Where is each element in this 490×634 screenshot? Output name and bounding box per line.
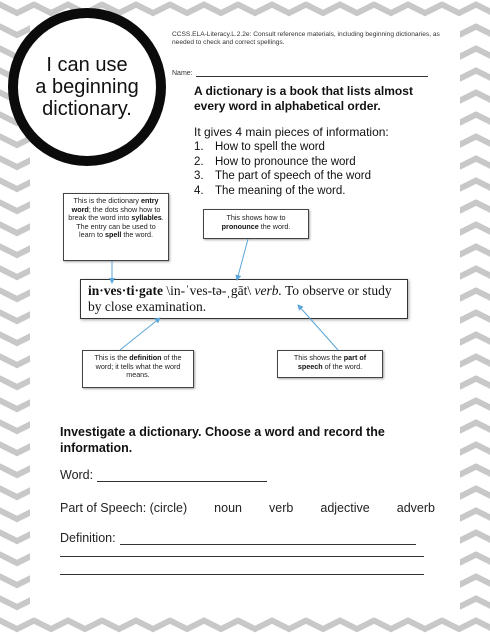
definition-field[interactable] xyxy=(60,531,416,545)
i-can-badge xyxy=(8,8,166,166)
word-label: Word: xyxy=(60,468,94,482)
pos-option-noun[interactable]: noun xyxy=(214,501,242,515)
info-list xyxy=(194,140,371,198)
entry-definition: To observe or study by close examination. xyxy=(88,283,392,314)
entry-headword: in·ves·ti·gate xyxy=(88,283,163,298)
name-field[interactable] xyxy=(172,68,428,77)
pronounce-callout: This shows how to pronounce the word. xyxy=(203,209,309,239)
part-of-speech-field xyxy=(60,501,435,515)
definition-blank-line-2[interactable] xyxy=(60,556,424,557)
dictionary-entry xyxy=(80,279,408,319)
dictionary-definition-heading: A dictionary is a book that lists almost every word in alphabetical order. xyxy=(194,84,413,113)
definition-callout: This is the definition of the word; it tells what the word means. xyxy=(82,350,194,388)
part-of-speech-label: Part of Speech: (circle) xyxy=(60,501,188,515)
info-lead-text: It gives 4 main pieces of information: xyxy=(194,125,389,139)
definition-blank-line[interactable] xyxy=(120,531,416,545)
entry-part-of-speech: verb. xyxy=(254,283,282,298)
pos-option-adjective[interactable]: adjective xyxy=(320,501,370,515)
pos-option-adverb[interactable]: adverb xyxy=(396,501,435,515)
definition-label: Definition: xyxy=(60,531,116,545)
definition-blank-line-3[interactable] xyxy=(60,574,424,575)
entry-word-callout: This is the dictionary entry word; the dots show how to break the word into syllables. The entry can be used to learn to spell the word. xyxy=(63,193,169,261)
entry-pronunciation: \in-ˈves-tə-ˌgāt\ xyxy=(166,283,252,298)
name-label: Name: xyxy=(172,70,193,77)
pos-option-verb[interactable]: verb xyxy=(269,501,294,515)
name-blank-line[interactable] xyxy=(196,68,428,77)
part-of-speech-callout: This shows the part of speech of the word. xyxy=(277,350,383,378)
word-field[interactable] xyxy=(60,468,267,482)
standard-text: CCSS.ELA-Literacy.L.2.2e: Consult reference materials, including beginning dictionaries, as needed to check and correct spellings. xyxy=(172,31,440,46)
list-item: 2. How to pronounce the word xyxy=(194,155,356,168)
task-heading: Investigate a dictionary. Choose a word and record the information. xyxy=(60,425,385,455)
list-item: 4. The meaning of the word. xyxy=(194,184,346,197)
i-can-statement: I can use a beginning dictionary. xyxy=(35,54,139,120)
list-item: 1. How to spell the word xyxy=(194,141,325,153)
list-item: 3. The part of speech of the word xyxy=(194,170,371,182)
word-blank-line[interactable] xyxy=(97,468,267,482)
